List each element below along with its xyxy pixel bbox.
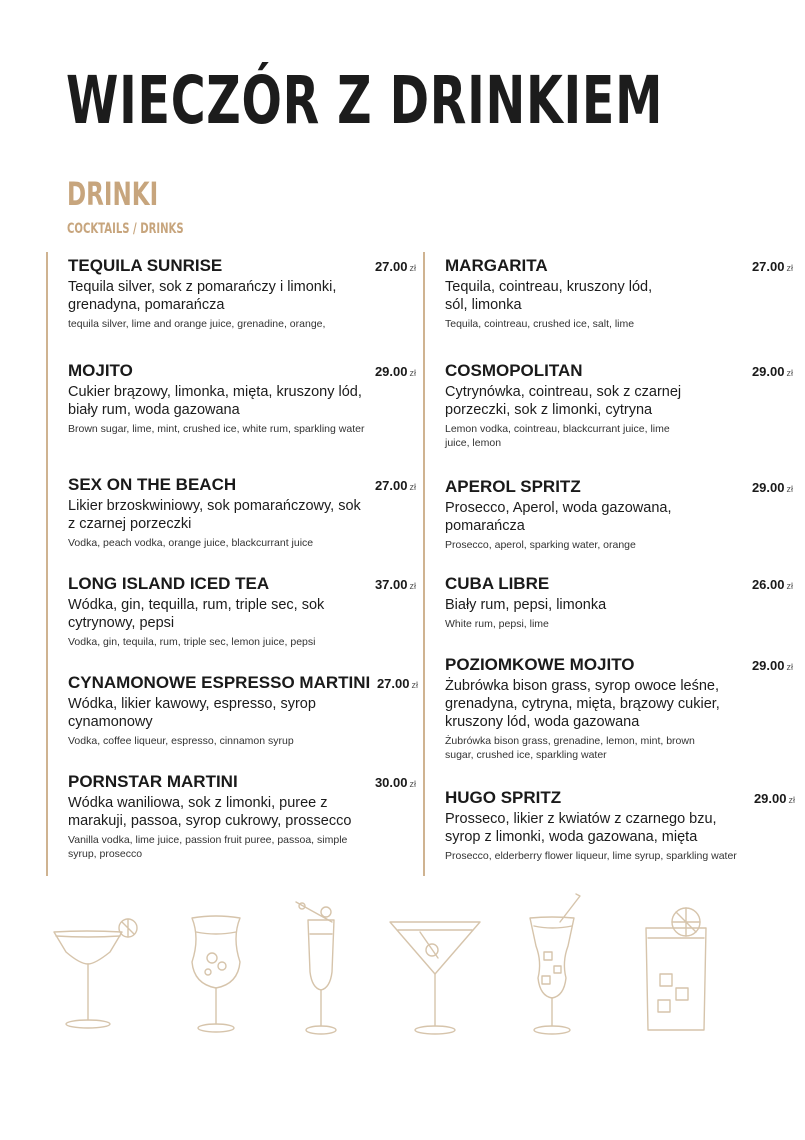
item-description-en: Lemon vodka, cointreau, blackcurrant juice, lime juice, lemon	[445, 423, 670, 449]
item-description-pl: Wódka, likier kawowy, espresso, syrop cynamonowy	[68, 696, 316, 730]
item-name: POZIOMKOWE MOJITO	[445, 655, 635, 674]
item-price: 37.00 zł	[374, 577, 416, 592]
item-price: 27.00 zł	[376, 676, 418, 691]
menu-item	[445, 573, 797, 631]
item-description-pl: Prosseco, likier z kwiatów z czarnego bzu, syrop z limonki, woda gazowana, mięta	[445, 811, 717, 845]
margarita-glass-icon	[54, 919, 137, 1028]
hurricane-glass-icon	[192, 916, 240, 1032]
item-name: APEROL SPRITZ	[445, 477, 581, 496]
item-description-pl: Żubrówka bison grass, syrop owoce leśne, grenadyna, cytryna, mięta, brązowy cukier, kruszony lód, woda gazowana	[445, 678, 720, 730]
menu-item	[445, 476, 797, 552]
item-price: 27.00 zł	[374, 259, 416, 274]
section-subtitle: COCKTAILS / DRINKS	[67, 221, 184, 237]
item-price: 29.00 zł	[751, 658, 793, 673]
section-title: DRINKI	[67, 175, 159, 213]
menu-item	[445, 654, 797, 762]
menu-item	[68, 573, 420, 649]
cocktail-glasses-illustration	[40, 892, 770, 1042]
item-description-pl: Cukier brązowy, limonka, mięta, kruszony lód, biały rum, woda gazowana	[68, 384, 362, 418]
item-description-pl: Wódka, gin, tequilla, rum, triple sec, sok cytrynowy, pepsi	[68, 597, 325, 631]
item-price: 27.00 zł	[374, 478, 416, 493]
item-description-pl: Tequila, cointreau, kruszony lód, sól, limonka	[445, 279, 653, 313]
item-description-en: Żubrówka bison grass, grenadine, lemon, mint, brown sugar, crushed ice, sparkling water	[445, 735, 695, 761]
item-description-pl: Prosecco, Aperol, woda gazowana, pomarańcza	[445, 500, 672, 534]
champagne-flute-icon	[296, 902, 336, 1034]
item-name: TEQUILA SUNRISE	[68, 256, 223, 275]
item-description-pl: Tequila silver, sok z pomarańczy i limonki, grenadyna, pomarańcza	[68, 279, 337, 313]
menu-column-left	[46, 252, 418, 876]
item-description-en: Vodka, coffee liqueur, espresso, cinnamon syrup	[68, 735, 294, 747]
item-description-pl: Cytrynówka, cointreau, sok z czarnej porzeczki, sok z limonki, cytryna	[445, 384, 682, 418]
item-description-en: White rum, pepsi, lime	[445, 618, 549, 630]
menu-item	[445, 360, 797, 450]
item-name: CYNAMONOWE ESPRESSO MARTINI	[68, 673, 371, 692]
item-name: MOJITO	[68, 361, 133, 380]
menu-item	[445, 787, 797, 863]
highball-glass-icon	[646, 908, 706, 1030]
item-description-en: Prosecco, elderberry flower liqueur, lime syrup, sparkling water	[445, 850, 737, 862]
item-name: CUBA LIBRE	[445, 574, 550, 593]
item-name: COSMOPOLITAN	[445, 361, 583, 380]
item-description-en: Brown sugar, lime, mint, crushed ice, white rum, sparkling water	[68, 423, 365, 435]
tiki-glass-icon	[530, 894, 580, 1034]
menu-item	[68, 771, 420, 861]
martini-glass-icon	[390, 922, 480, 1034]
item-description-en: Vodka, peach vodka, orange juice, blackcurrant juice	[68, 537, 314, 549]
item-price: 29.00 zł	[374, 364, 416, 379]
item-description-en: tequila silver, lime and orange juice, grenadine, orange,	[68, 318, 326, 330]
item-price: 29.00 zł	[751, 364, 793, 379]
item-description-en: Tequila, cointreau, crushed ice, salt, lime	[445, 318, 635, 330]
item-price: 27.00 zł	[751, 259, 793, 274]
menu-item	[68, 255, 420, 331]
item-description-en: Prosecco, aperol, sparking water, orange	[445, 539, 636, 551]
item-description-en: Vodka, gin, tequila, rum, triple sec, lemon juice, pepsi	[68, 636, 316, 648]
item-name: MARGARITA	[445, 256, 548, 275]
item-name: HUGO SPRITZ	[445, 788, 562, 807]
menu-item	[68, 360, 420, 436]
page-title: WIECZÓR Z DRINKIEM	[66, 62, 664, 139]
item-description-pl: Biały rum, pepsi, limonka	[445, 597, 607, 613]
item-name: PORNSTAR MARTINI	[68, 772, 238, 791]
menu-column-right	[423, 252, 795, 876]
menu-item	[445, 255, 797, 331]
item-description-pl: Likier brzoskwiniowy, sok pomarańczowy, sok z czarnej porzeczki	[68, 498, 361, 532]
item-description-pl: Wódka waniliowa, sok z limonki, puree z marakuji, passoa, syrop cukrowy, prossecco	[68, 795, 352, 829]
item-name: LONG ISLAND ICED TEA	[68, 574, 270, 593]
menu-item	[68, 474, 420, 550]
item-price: 26.00 zł	[751, 577, 793, 592]
item-name: SEX ON THE BEACH	[68, 475, 237, 494]
item-price: 29.00 zł	[751, 480, 793, 495]
menu-item	[68, 672, 420, 748]
item-description-en: Vanilla vodka, lime juice, passion fruit puree, passoa, simple syrup, prosecco	[68, 834, 348, 860]
item-price: 29.00 zł	[753, 791, 795, 806]
item-price: 30.00 zł	[374, 775, 416, 790]
